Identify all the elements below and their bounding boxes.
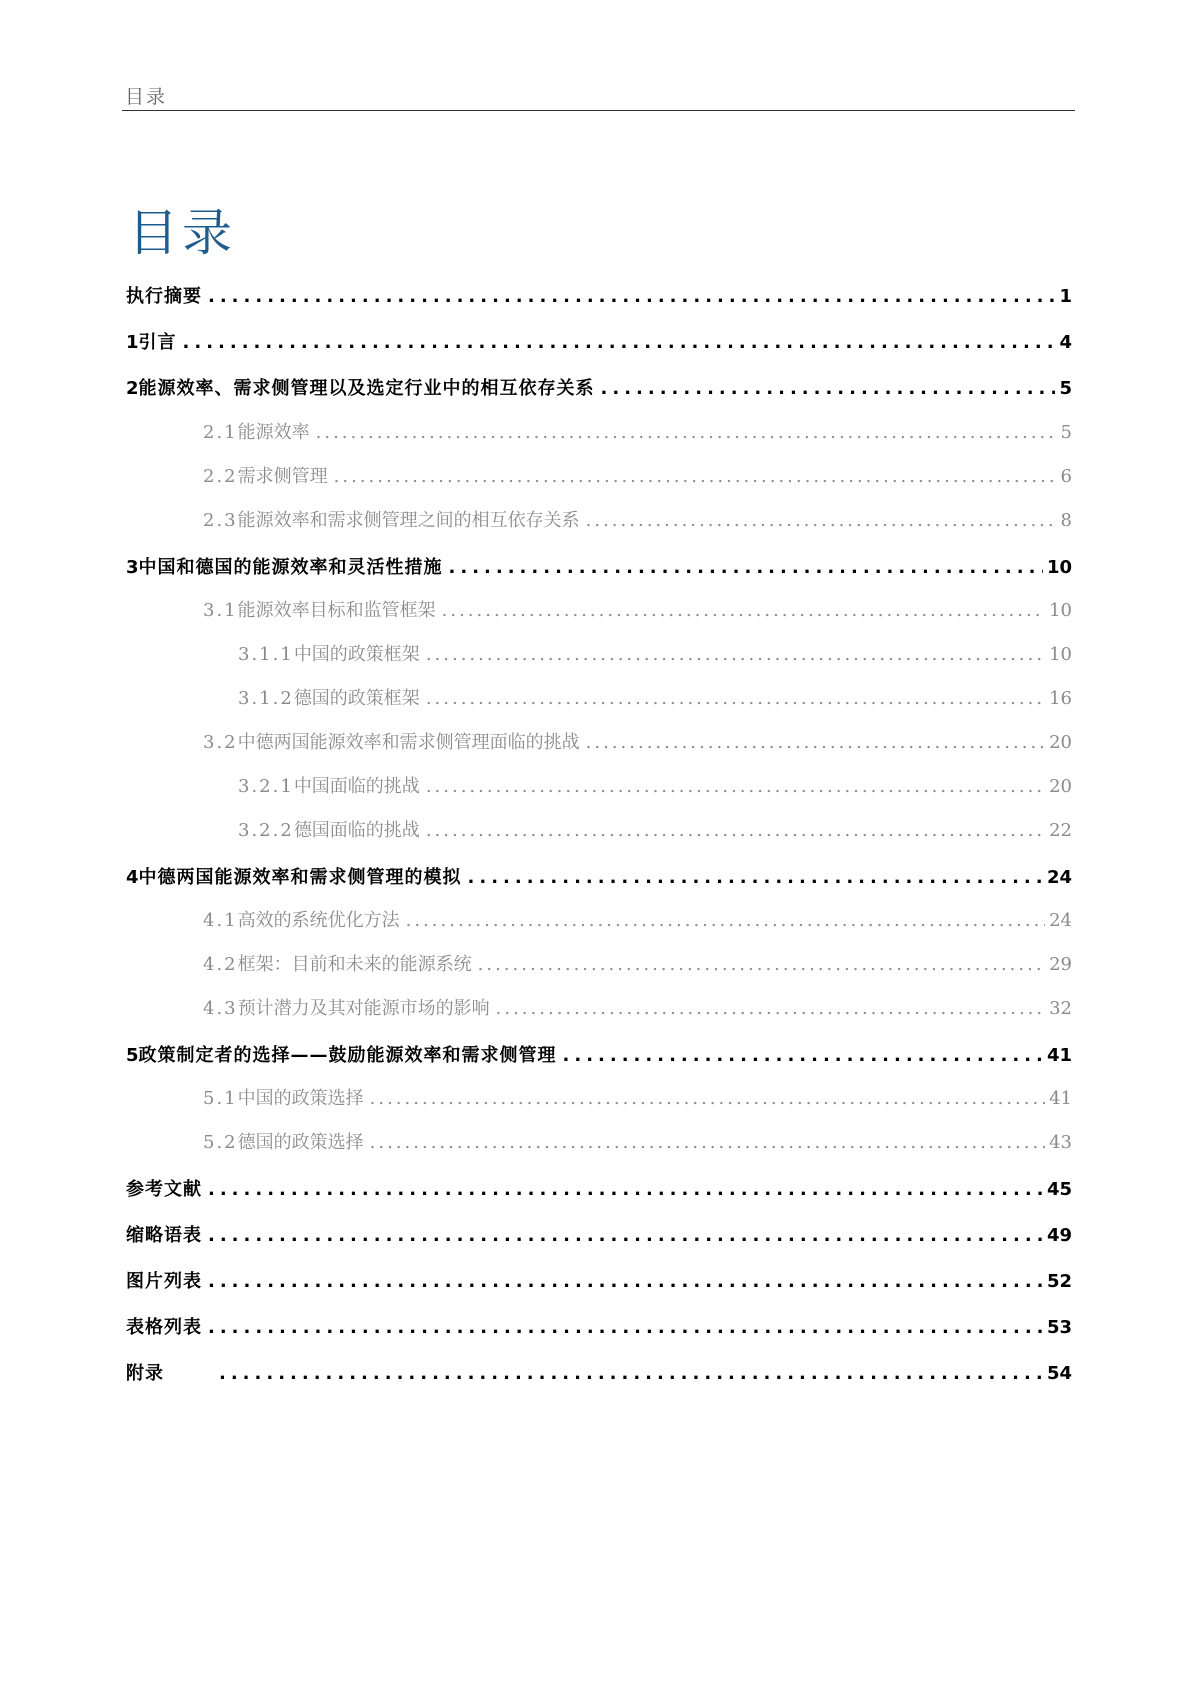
toc-leader-dots: [208, 1225, 1043, 1246]
toc-entry-label: 德国面临的挑战: [293, 820, 420, 841]
toc-leader-dots: [208, 1271, 1043, 1292]
toc-entry[interactable]: [238, 640, 1072, 666]
toc-entry-page: 41: [1049, 1088, 1072, 1109]
toc-entry-label: 能源效率、需求侧管理以及选定行业中的相互依存关系: [138, 378, 595, 399]
toc-entry-page: 5: [1060, 422, 1072, 443]
toc-entry-number: 4.3: [203, 998, 238, 1019]
toc-entry[interactable]: [238, 684, 1072, 710]
toc-entry[interactable]: [238, 772, 1072, 798]
toc-leader-dots: [449, 557, 1043, 578]
toc-entry-label: 中国的政策框架: [293, 644, 420, 665]
toc-leader-dots: [586, 510, 1057, 531]
toc-leader-dots: [601, 378, 1056, 399]
toc-entry-number: 2: [126, 378, 139, 399]
toc-entry[interactable]: [126, 1267, 1072, 1293]
toc-entry-page: 8: [1060, 510, 1072, 531]
toc-entry-label: 图片列表: [126, 1271, 202, 1292]
toc-entry-page: 32: [1049, 998, 1072, 1019]
toc-leader-dots: [334, 466, 1057, 487]
toc-entry[interactable]: [126, 1175, 1072, 1201]
page-header: 目录: [125, 86, 168, 108]
toc-entry-page: 43: [1049, 1132, 1072, 1153]
toc-entry-page: 41: [1046, 1045, 1072, 1066]
toc-entry[interactable]: [126, 1221, 1072, 1247]
toc-entry[interactable]: [126, 553, 1072, 579]
toc-leader-dots: [468, 867, 1043, 888]
toc-entry-label: 德国的政策选择: [237, 1132, 364, 1153]
toc-leader-dots: [370, 1132, 1045, 1153]
toc-entry-label: 中国和德国的能源效率和灵活性措施: [138, 557, 443, 578]
toc-entry-label: 需求侧管理: [237, 466, 328, 487]
toc-entry[interactable]: [203, 950, 1072, 976]
toc-entry[interactable]: [203, 418, 1072, 444]
toc-leader-dots: [442, 600, 1045, 621]
toc-entry-page: 10: [1046, 557, 1072, 578]
toc-leader-dots: [219, 1363, 1043, 1384]
toc-entry[interactable]: [203, 728, 1072, 754]
toc-entry[interactable]: [126, 374, 1072, 400]
toc-leader-dots: [496, 998, 1045, 1019]
toc-leader-dots: [370, 1088, 1045, 1109]
toc-entry-page: 20: [1049, 732, 1072, 753]
toc-entry[interactable]: [203, 994, 1072, 1020]
toc-leader-dots: [426, 776, 1045, 797]
toc-entry[interactable]: [203, 596, 1072, 622]
toc-entry-page: 16: [1049, 688, 1072, 709]
toc-entry[interactable]: [126, 328, 1072, 354]
toc-entry[interactable]: [126, 863, 1072, 889]
toc-entry-number: 5.1: [203, 1088, 238, 1109]
toc-entry[interactable]: [203, 906, 1072, 932]
toc-entry-page: 49: [1046, 1225, 1072, 1246]
toc-entry-label: 中国面临的挑战: [293, 776, 420, 797]
toc-entry-label: 引言: [138, 332, 177, 353]
toc-entry-page: 1: [1059, 286, 1072, 307]
toc-entry-number: 3.1.1: [238, 644, 294, 665]
toc-leader-dots: [406, 910, 1045, 931]
toc-entry-page: 24: [1049, 910, 1072, 931]
toc-leader-dots: [563, 1045, 1043, 1066]
toc-entry[interactable]: [126, 1359, 1072, 1385]
toc-entry-number: 3: [126, 557, 139, 578]
toc-entry-page: 10: [1049, 600, 1072, 621]
toc-entry-label: 预计潜力及其对能源市场的影响: [237, 998, 490, 1019]
toc-entry-page: 4: [1059, 332, 1072, 353]
toc-entry-number: 2.2: [203, 466, 238, 487]
toc-entry-page: 45: [1046, 1179, 1072, 1200]
toc-entry-number: 3.2.1: [238, 776, 294, 797]
toc-leader-dots: [208, 1317, 1043, 1338]
toc-leader-dots: [426, 644, 1045, 665]
toc-leader-dots: [316, 422, 1057, 443]
toc-entry-number: 4.2: [203, 954, 238, 975]
toc-entry[interactable]: [203, 1128, 1072, 1154]
toc-entry-label: 中德两国能源效率和需求侧管理的模拟: [138, 867, 462, 888]
toc-entry-number: 4.1: [203, 910, 238, 931]
toc-leader-dots: [586, 732, 1045, 753]
toc-entry-number: 3.2: [203, 732, 238, 753]
toc-entry-page: 20: [1049, 776, 1072, 797]
toc-entry-label: 能源效率: [237, 422, 310, 443]
page-title: 目录: [128, 204, 236, 262]
toc-entry-number: 3.2.2: [238, 820, 294, 841]
toc-entry[interactable]: [203, 506, 1072, 532]
toc-entry-label: 执行摘要: [126, 286, 202, 307]
toc-entry-label: 能源效率目标和监管框架: [237, 600, 436, 621]
toc-entry-number: 2.3: [203, 510, 238, 531]
toc-entry-label: 中国的政策选择: [237, 1088, 364, 1109]
toc-entry-number: 4: [126, 867, 139, 888]
toc-entry-page: 22: [1049, 820, 1072, 841]
toc-entry-page: 52: [1046, 1271, 1072, 1292]
toc-entry[interactable]: [126, 1313, 1072, 1339]
toc-entry-page: 24: [1046, 867, 1072, 888]
toc-entry[interactable]: [203, 462, 1072, 488]
toc-entry[interactable]: [126, 282, 1072, 308]
toc-entry-page: 10: [1049, 644, 1072, 665]
toc-entry-label: 能源效率和需求侧管理之间的相互依存关系: [237, 510, 580, 531]
toc-entry-label: 参考文献: [126, 1179, 202, 1200]
toc-entry-page: 53: [1046, 1317, 1072, 1338]
toc-entry-label: 表格列表: [126, 1317, 202, 1338]
toc-entry-label: 中德两国能源效率和需求侧管理面临的挑战: [237, 732, 580, 753]
toc-leader-dots: [208, 1179, 1043, 1200]
toc-leader-dots: [426, 688, 1045, 709]
toc-entry-label: 高效的系统优化方法: [237, 910, 400, 931]
toc-entry[interactable]: [203, 1084, 1072, 1110]
toc-leader-dots: [478, 954, 1045, 975]
toc-entry[interactable]: [126, 1041, 1072, 1067]
toc-entry-number: 5: [126, 1045, 139, 1066]
toc-entry-number: 1: [126, 332, 139, 353]
toc-entry-page: 54: [1046, 1363, 1072, 1384]
toc-entry-page: 5: [1059, 378, 1072, 399]
toc-entry-number: 5.2: [203, 1132, 238, 1153]
toc-entry-label: 附录: [126, 1363, 164, 1384]
toc-entry-number: 3.1: [203, 600, 238, 621]
toc-entry-label: 框架：目前和未来的能源系统: [237, 954, 472, 975]
toc-entry-page: 6: [1060, 466, 1072, 487]
toc-leader-dots: [183, 332, 1056, 353]
toc-entry[interactable]: [238, 816, 1072, 842]
toc-leader-dots: [208, 286, 1055, 307]
toc-entry-label: 政策制定者的选择——鼓励能源效率和需求侧管理: [138, 1045, 557, 1066]
toc-entry-label: 德国的政策框架: [293, 688, 420, 709]
toc-entry-number: 3.1.2: [238, 688, 294, 709]
toc-entry-page: 29: [1049, 954, 1072, 975]
toc-entry-number: 2.1: [203, 422, 238, 443]
toc-leader-dots: [426, 820, 1045, 841]
toc-entry-label: 缩略语表: [126, 1225, 202, 1246]
